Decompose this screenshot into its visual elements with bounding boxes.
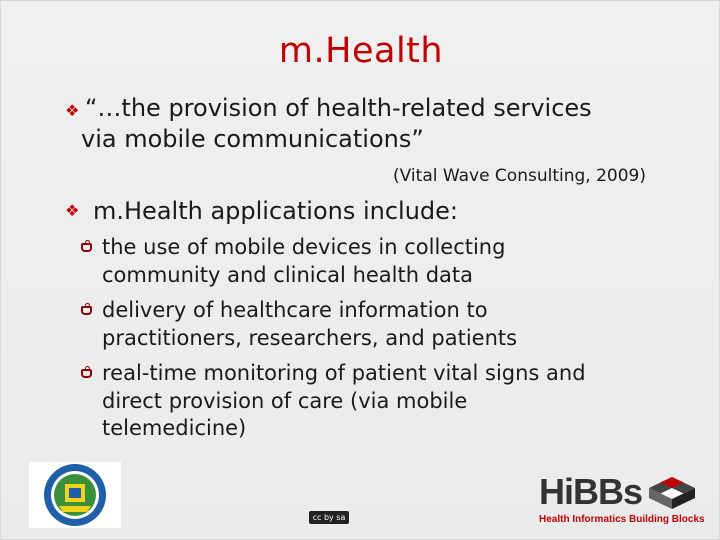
list-item-line: direct provision of care (via mobile (102, 388, 468, 413)
university-seal-logo (29, 462, 121, 528)
list-item-line: telemedicine) (102, 416, 247, 440)
bullet-icon: ❖ (65, 201, 80, 220)
briefcase-bullet-icon (81, 369, 92, 378)
list-item-line: community and clinical health data (102, 262, 474, 287)
bullet-definition (65, 93, 685, 155)
list-item-line: real-time monitoring of patient vital signs and (102, 361, 586, 385)
bullet-definition-line2: via mobile communications” (81, 125, 424, 153)
list-item-line: delivery of healthcare information to (102, 298, 488, 322)
bullet-applications (65, 197, 458, 225)
checkered-cube-icon (649, 477, 695, 509)
list-item-line: the use of mobile devices in collecting (102, 235, 506, 259)
hibbs-logo (537, 471, 705, 529)
applications-list (81, 234, 681, 451)
bullet-definition-line1: “…the provision of health-related services (85, 94, 592, 122)
citation: (Vital Wave Consulting, 2009) (393, 166, 646, 186)
bullet-icon: ❖ (65, 101, 80, 120)
briefcase-bullet-icon (81, 243, 92, 252)
briefcase-bullet-icon (81, 306, 92, 315)
list-item (81, 297, 681, 352)
list-item (81, 234, 681, 289)
creative-commons-badge: cc by sa (309, 511, 349, 524)
list-item-line: practitioners, researchers, and patients (102, 325, 518, 350)
hibbs-tagline: Health Informatics Building Blocks (539, 514, 705, 525)
seal-icon (29, 462, 121, 528)
list-item (81, 360, 681, 443)
bullet-applications-text: m.Health applications include: (93, 197, 459, 225)
hibbs-logo-wordmark: HiBBs (539, 471, 643, 512)
slide-title: m.Health (278, 31, 444, 71)
